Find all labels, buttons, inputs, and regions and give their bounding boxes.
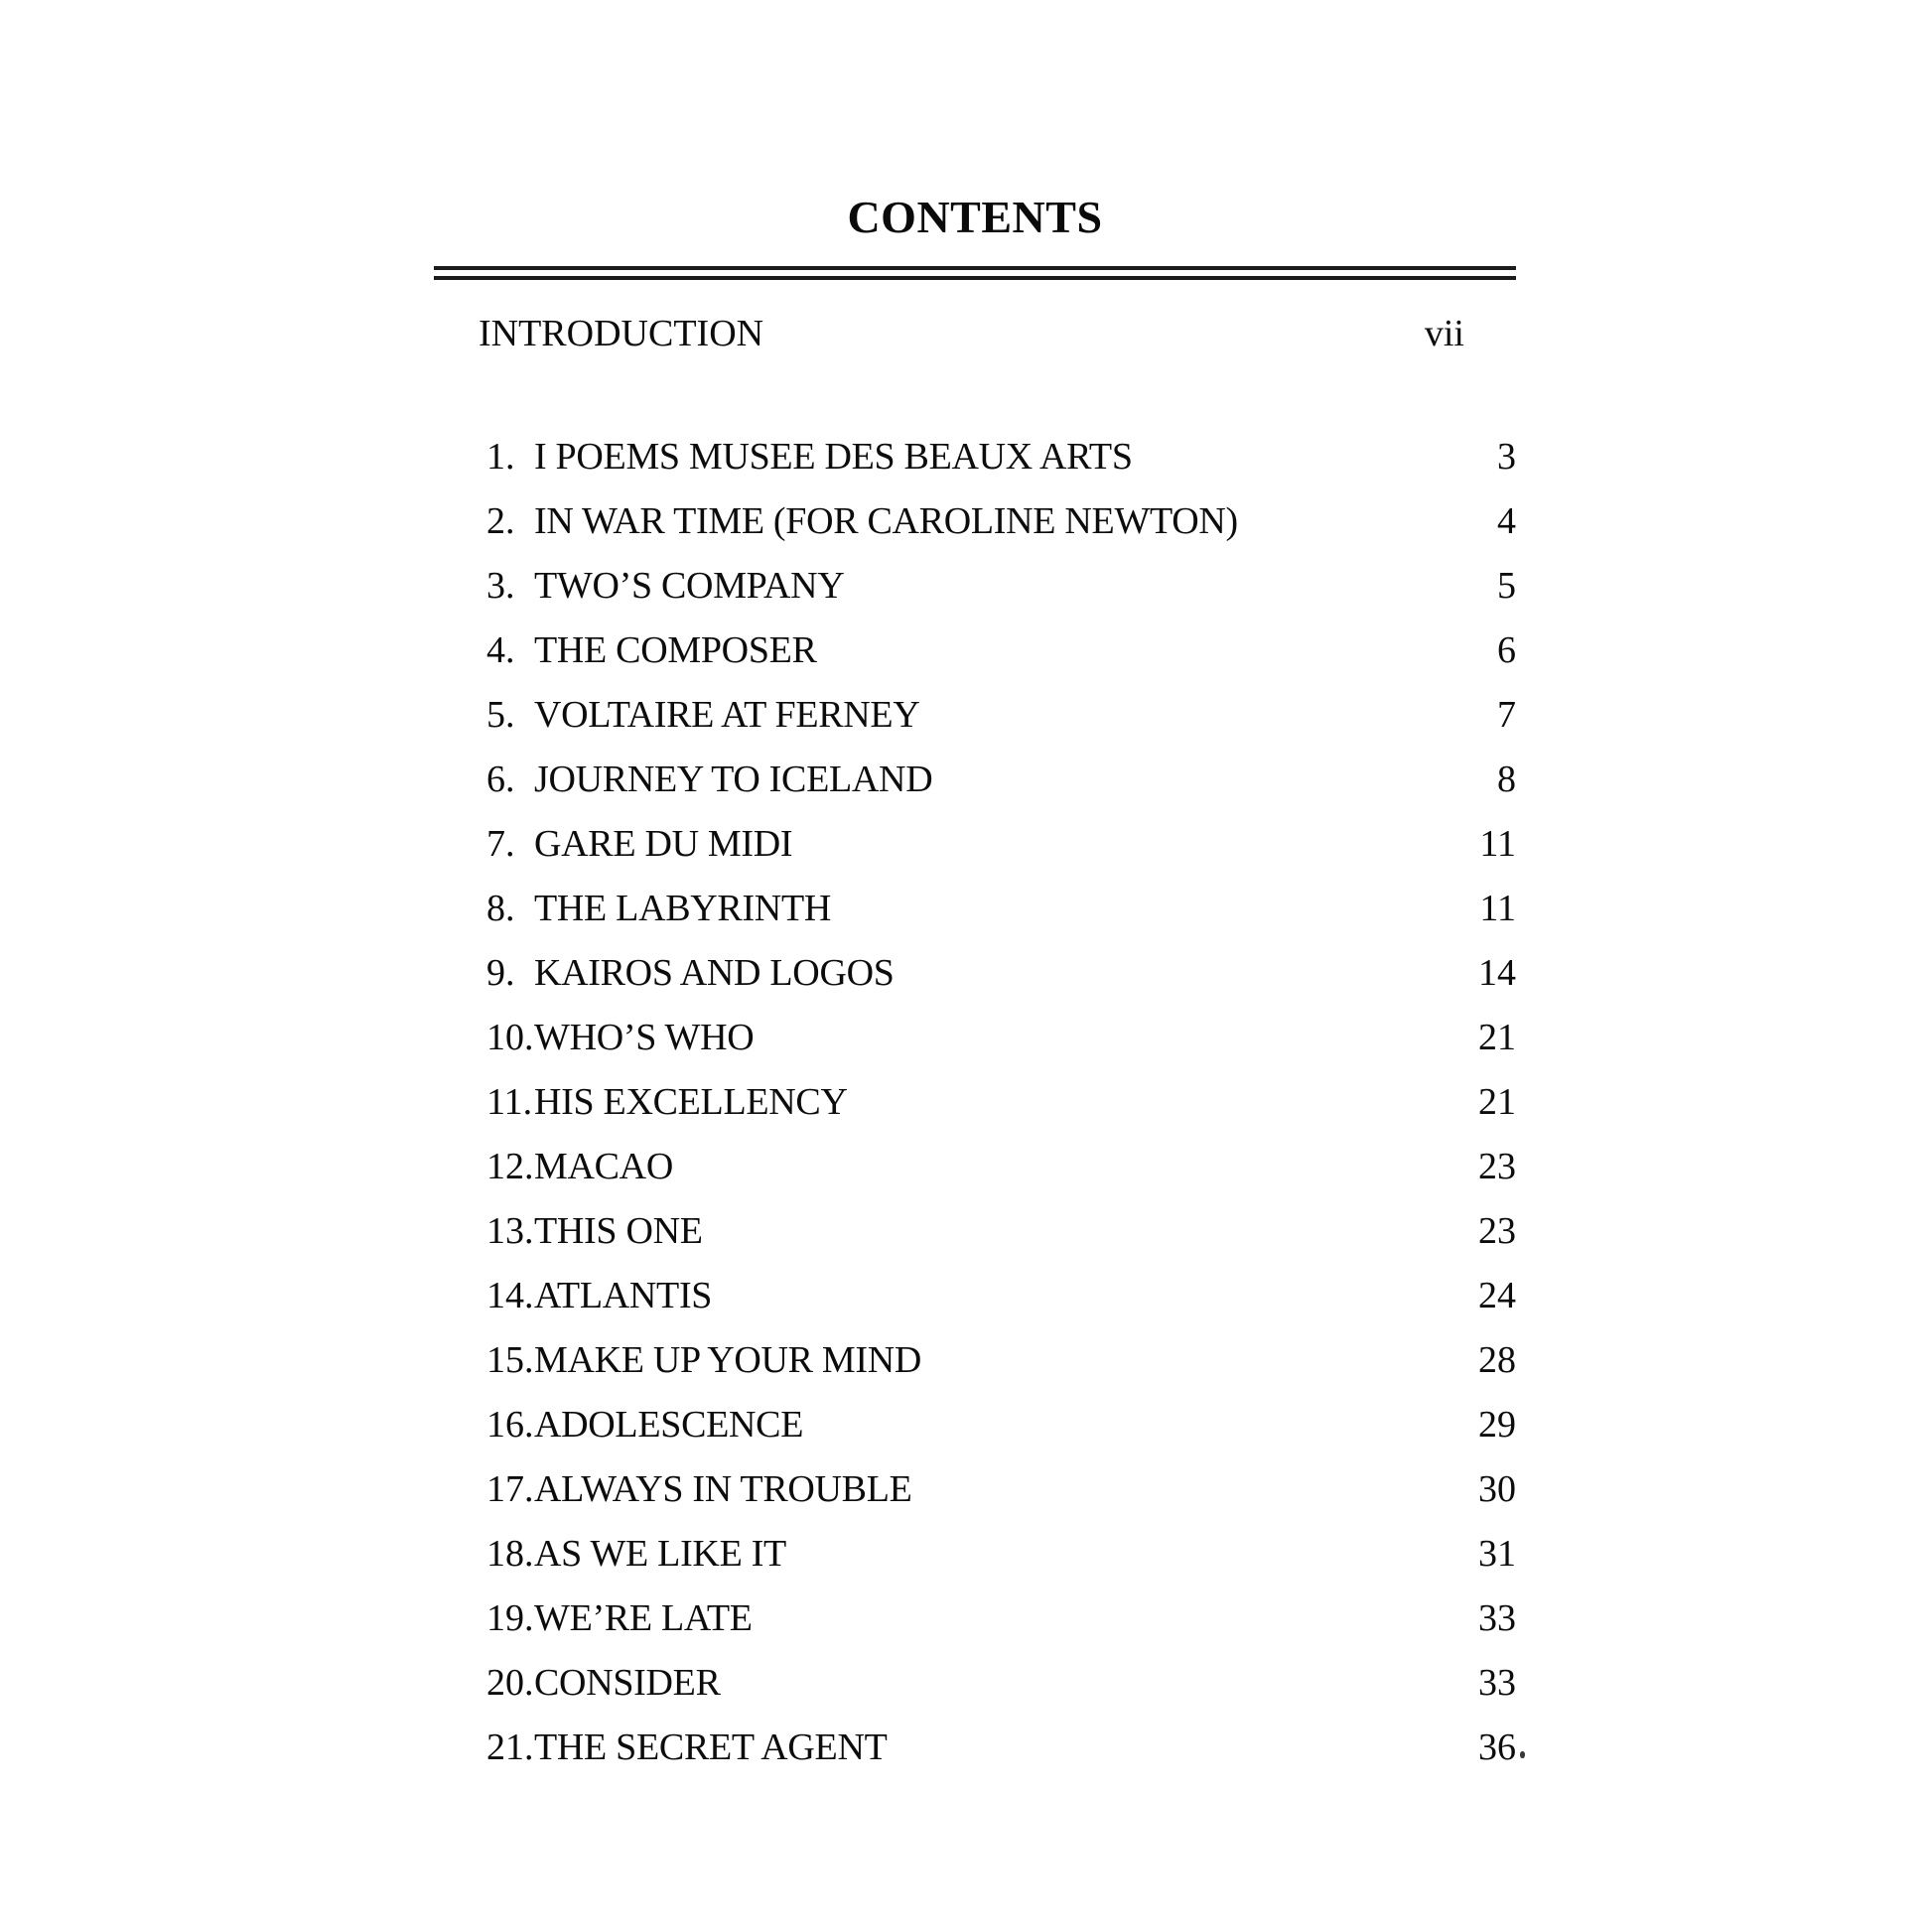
entry-title: MACAO [534, 1146, 673, 1187]
toc-entry [486, 1716, 1516, 1780]
toc-entry [486, 683, 1516, 748]
entry-page-number: 29 [1478, 1404, 1516, 1446]
toc-entry [486, 1587, 1516, 1651]
entry-page-number: 23 [1478, 1146, 1516, 1187]
entry-title: HIS EXCELLENCY [534, 1081, 848, 1123]
entry-title: THIS ONE [534, 1210, 703, 1252]
toc-entry-list [486, 425, 1516, 1780]
entry-number: 16. [486, 1404, 534, 1446]
entry-page-number: 28 [1478, 1339, 1516, 1381]
toc-entry [486, 812, 1516, 877]
entry-number: 1. [486, 436, 515, 478]
entry-title: VOLTAIRE AT FERNEY [534, 694, 920, 736]
entry-title: KAIROS AND LOGOS [534, 952, 895, 994]
scan-artifact-dot [1520, 1751, 1525, 1758]
entry-number: 15. [486, 1339, 534, 1381]
entry-page-number: 30 [1478, 1468, 1516, 1510]
entry-number: 12. [486, 1146, 534, 1187]
toc-entry [486, 1393, 1516, 1457]
introduction-label: INTRODUCTION [479, 313, 764, 354]
toc-entry [486, 1006, 1516, 1070]
toc-entry [486, 619, 1516, 683]
toc-entry [486, 489, 1516, 554]
entry-page-number: 5 [1497, 565, 1516, 607]
entry-title: TWO’S COMPANY [534, 565, 845, 607]
entry-title: THE LABYRINTH [534, 888, 832, 929]
entry-page-number: 21 [1478, 1017, 1516, 1058]
entry-title: MAKE UP YOUR MIND [534, 1339, 922, 1381]
entry-page-number: 3 [1497, 436, 1516, 478]
toc-entry [486, 877, 1516, 941]
toc-entry [486, 1522, 1516, 1587]
toc-entry [486, 1135, 1516, 1199]
entry-page-number: 11 [1479, 888, 1516, 929]
entry-title: ATLANTIS [534, 1275, 713, 1316]
toc-entry [486, 1328, 1516, 1393]
entry-number: 7. [486, 823, 515, 865]
entry-title: THE SECRET AGENT [534, 1726, 888, 1768]
entry-page-number: 31 [1478, 1533, 1516, 1575]
toc-entry [486, 1651, 1516, 1716]
toc-entry [486, 425, 1516, 489]
entry-page-number: 21 [1478, 1081, 1516, 1123]
toc-entry [486, 1264, 1516, 1328]
entry-number: 19. [486, 1597, 534, 1639]
entry-page-number: 36 [1478, 1726, 1516, 1768]
entry-page-number: 7 [1497, 694, 1516, 736]
entry-page-number: 11 [1479, 823, 1516, 865]
entry-number: 20. [486, 1662, 534, 1704]
toc-entry [486, 1070, 1516, 1135]
entry-title: I POEMS MUSEE DES BEAUX ARTS [534, 436, 1133, 478]
entry-title: ADOLESCENCE [534, 1404, 804, 1446]
entry-number: 3. [486, 565, 515, 607]
entry-title: WE’RE LATE [534, 1597, 753, 1639]
entry-number: 9. [486, 952, 515, 994]
introduction-page-number: vii [1424, 313, 1464, 354]
title-divider-rule [434, 266, 1516, 280]
entry-number: 4. [486, 629, 515, 671]
toc-entry [486, 1199, 1516, 1264]
entry-title: IN WAR TIME (FOR CAROLINE NEWTON) [534, 500, 1238, 542]
entry-title: THE COMPOSER [534, 629, 817, 671]
entry-number: 17. [486, 1468, 534, 1510]
entry-number: 8. [486, 888, 515, 929]
toc-entry [486, 554, 1516, 619]
entry-page-number: 6 [1497, 629, 1516, 671]
entry-title: WHO’S WHO [534, 1017, 755, 1058]
toc-entry [486, 1457, 1516, 1522]
entry-number: 21. [486, 1726, 534, 1768]
entry-title: CONSIDER [534, 1662, 721, 1704]
entry-number: 10. [486, 1017, 534, 1058]
entry-page-number: 8 [1497, 759, 1516, 800]
entry-page-number: 33 [1478, 1597, 1516, 1639]
toc-entry [486, 748, 1516, 812]
entry-title: ALWAYS IN TROUBLE [534, 1468, 912, 1510]
entry-page-number: 24 [1478, 1275, 1516, 1316]
entry-number: 14. [486, 1275, 534, 1316]
entry-title: GARE DU MIDI [534, 823, 793, 865]
entry-number: 5. [486, 694, 515, 736]
entry-title: JOURNEY TO ICELAND [534, 759, 933, 800]
entry-number: 18. [486, 1533, 534, 1575]
toc-entry [486, 941, 1516, 1006]
entry-page-number: 4 [1497, 500, 1516, 542]
entry-page-number: 33 [1478, 1662, 1516, 1704]
entry-page-number: 23 [1478, 1210, 1516, 1252]
entry-title: AS WE LIKE IT [534, 1533, 786, 1575]
introduction-row [479, 312, 1516, 355]
entry-number: 2. [486, 500, 515, 542]
entry-number: 13. [486, 1210, 534, 1252]
entry-number: 11. [486, 1081, 533, 1123]
entry-number: 6. [486, 759, 515, 800]
page-title: CONTENTS [847, 192, 1103, 242]
entry-page-number: 14 [1478, 952, 1516, 994]
